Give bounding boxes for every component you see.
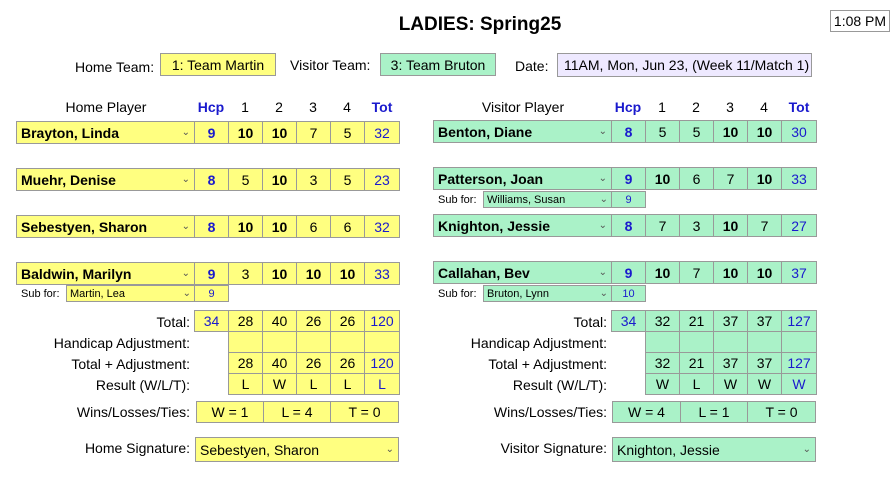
home-signature-value: Sebestyen, Sharon (200, 441, 320, 458)
visitor-player-4-score-1[interactable]: 10 (645, 261, 680, 284)
visitor-hcp-header: Hcp (614, 99, 642, 115)
home-result-3: L (296, 373, 331, 395)
visitor-player-2-score-1[interactable]: 10 (645, 167, 680, 190)
visitor-player-1-score-2[interactable]: 5 (679, 120, 714, 143)
visitor-adj-1[interactable] (645, 331, 680, 353)
visitor-total-label: Total: (573, 314, 607, 330)
home-round-2-header: 2 (275, 99, 283, 115)
home-round-1-header: 1 (241, 99, 249, 115)
chevron-down-icon: ⌄ (598, 173, 607, 184)
home-player-2-dropdown[interactable] (16, 168, 195, 191)
visitor-adj-total-3: 37 (713, 352, 748, 374)
home-player-1-score-3[interactable]: 7 (296, 121, 331, 144)
home-player-2-score-4[interactable]: 5 (330, 168, 365, 191)
visitor-round-1-header: 1 (658, 99, 666, 115)
home-adj-2[interactable] (262, 331, 297, 353)
home-player-2-name: Muehr, Denise (21, 171, 116, 188)
home-player-3-score-1[interactable]: 10 (228, 215, 263, 238)
visitor-player-header: Visitor Player (481, 99, 565, 115)
home-adj-1[interactable] (228, 331, 263, 353)
date-field[interactable]: 11AM, Mon, Jun 23, (Week 11/Match 1) (557, 53, 812, 77)
home-player-2-hcp[interactable]: 8 (194, 168, 229, 191)
visitor-player-1-tot: 30 (781, 120, 817, 143)
home-player-3-score-4[interactable]: 6 (330, 215, 365, 238)
visitor-player-1-score-3[interactable]: 10 (713, 120, 748, 143)
home-signature-label: Home Signature: (84, 440, 190, 456)
home-wins: W = 1 (196, 401, 264, 423)
visitor-player-4-hcp[interactable]: 9 (611, 261, 646, 284)
home-ties: T = 0 (330, 401, 399, 423)
visitor-player-1-dropdown[interactable] (433, 120, 612, 143)
home-player-header: Home Player (65, 99, 147, 115)
home-total-hcp: 34 (194, 310, 229, 332)
home-total-3: 26 (296, 310, 331, 332)
visitor-total-tot: 127 (781, 310, 817, 332)
visitor-player-3-score-2[interactable]: 3 (679, 214, 714, 237)
visitor-round-2-header: 2 (692, 99, 700, 115)
visitor-result-4: W (747, 373, 782, 395)
home-adj-total-label: Total + Adjustment: (71, 356, 190, 372)
visitor-sub-1-name: Williams, Susan (487, 193, 566, 206)
visitor-player-2-hcp[interactable]: 9 (611, 167, 646, 190)
home-result-label: Result (W/L/T): (95, 377, 190, 393)
visitor-player-3-dropdown[interactable] (433, 214, 612, 237)
home-player-1-tot: 32 (364, 121, 400, 144)
visitor-losses: L = 1 (680, 401, 748, 423)
visitor-player-4-dropdown[interactable] (433, 261, 612, 284)
chevron-down-icon: ⌄ (181, 127, 190, 138)
home-team-label: Home Team: (75, 59, 155, 75)
visitor-team-field[interactable]: 3: Team Bruton (380, 53, 496, 76)
home-player-4-name: Baldwin, Marilyn (21, 265, 132, 282)
chevron-down-icon: ⌄ (802, 444, 811, 455)
home-player-3-hcp[interactable]: 8 (194, 215, 229, 238)
visitor-player-3-hcp[interactable]: 8 (611, 214, 646, 237)
home-player-2-tot: 23 (364, 168, 400, 191)
visitor-sub-2-name: Bruton, Lynn (487, 287, 549, 300)
date-label: Date: (515, 58, 549, 74)
visitor-adj-4[interactable] (747, 331, 782, 353)
home-adj-total-tot: 120 (364, 352, 400, 374)
home-adj-total-2: 40 (262, 352, 297, 374)
visitor-adj-total-4: 37 (747, 352, 782, 374)
home-tot-header: Tot (371, 99, 393, 115)
home-total-1: 28 (228, 310, 263, 332)
home-player-1-hcp[interactable]: 9 (194, 121, 229, 144)
visitor-adj-total-label: Total + Adjustment: (488, 356, 607, 372)
home-player-4-score-3[interactable]: 10 (296, 262, 331, 285)
visitor-result-2: L (679, 373, 714, 395)
home-player-1-score-1[interactable]: 10 (228, 121, 263, 144)
visitor-sub-2-dropdown[interactable] (483, 285, 612, 302)
home-adj-total-4: 26 (330, 352, 365, 374)
visitor-player-2-name: Patterson, Joan (438, 170, 544, 187)
visitor-sub-2-label: Sub for: (438, 288, 477, 300)
visitor-sub-1-hcp[interactable]: 9 (611, 191, 646, 208)
home-total-tot: 120 (364, 310, 400, 332)
visitor-result-label: Result (W/L/T): (512, 377, 607, 393)
visitor-wins: W = 4 (612, 401, 681, 423)
chevron-down-icon: ⌄ (182, 288, 191, 299)
home-result-4: L (330, 373, 365, 395)
visitor-player-2-score-4[interactable]: 10 (747, 167, 782, 190)
visitor-total-1: 32 (645, 310, 680, 332)
home-sub-hcp[interactable]: 9 (194, 285, 229, 302)
chevron-down-icon: ⌄ (181, 268, 190, 279)
home-round-4-header: 4 (343, 99, 351, 115)
visitor-total-4: 37 (747, 310, 782, 332)
home-result-tot: L (364, 373, 400, 395)
visitor-player-3-tot: 27 (781, 214, 817, 237)
visitor-adj-tot (781, 331, 817, 353)
visitor-total-hcp: 34 (611, 310, 646, 332)
visitor-result-3: W (713, 373, 748, 395)
visitor-player-4-score-4[interactable]: 10 (747, 261, 782, 284)
visitor-result-1: W (645, 373, 680, 395)
home-player-1-score-2[interactable]: 10 (262, 121, 297, 144)
visitor-player-2-tot: 33 (781, 167, 817, 190)
visitor-player-2-score-2[interactable]: 6 (679, 167, 714, 190)
home-result-1: L (228, 373, 263, 395)
visitor-player-3-score-3[interactable]: 10 (713, 214, 748, 237)
chevron-down-icon: ⌄ (598, 220, 607, 231)
home-player-2-score-2[interactable]: 10 (262, 168, 297, 191)
visitor-player-1-name: Benton, Diane (438, 123, 533, 140)
home-adj-4[interactable] (330, 331, 365, 353)
home-sub-name: Martin, Lea (70, 287, 126, 300)
visitor-total-2: 21 (679, 310, 714, 332)
home-wlt-label: Wins/Losses/Ties: (76, 404, 190, 420)
visitor-player-3-score-1[interactable]: 7 (645, 214, 680, 237)
home-adj-label: Handicap Adjustment: (53, 335, 190, 351)
visitor-player-1-score-1[interactable]: 5 (645, 120, 680, 143)
visitor-player-4-name: Callahan, Bev (438, 264, 530, 281)
home-result-2: W (262, 373, 297, 395)
home-total-label: Total: (156, 314, 190, 330)
home-total-4: 26 (330, 310, 365, 332)
visitor-player-1-hcp[interactable]: 8 (611, 120, 646, 143)
visitor-player-4-score-2[interactable]: 7 (679, 261, 714, 284)
home-player-3-score-2[interactable]: 10 (262, 215, 297, 238)
home-total-2: 40 (262, 310, 297, 332)
chevron-down-icon: ⌄ (598, 126, 607, 137)
visitor-tot-header: Tot (788, 99, 810, 115)
visitor-player-2-score-3[interactable]: 7 (713, 167, 748, 190)
chevron-down-icon: ⌄ (385, 444, 394, 455)
home-player-1-score-4[interactable]: 5 (330, 121, 365, 144)
home-adj-total-3: 26 (296, 352, 331, 374)
visitor-adj-label: Handicap Adjustment: (470, 335, 607, 351)
visitor-player-3-name: Knighton, Jessie (438, 217, 551, 234)
home-player-2-score-1[interactable]: 5 (228, 168, 263, 191)
home-player-4-score-1[interactable]: 3 (228, 262, 263, 285)
visitor-sub-2-hcp[interactable]: 10 (611, 285, 646, 302)
visitor-sub-1-label: Sub for: (438, 194, 477, 206)
visitor-signature-value: Knighton, Jessie (617, 441, 720, 458)
home-adj-tot (364, 331, 400, 353)
visitor-wlt-label: Wins/Losses/Ties: (493, 404, 607, 420)
home-player-3-tot: 32 (364, 215, 400, 238)
chevron-down-icon: ⌄ (599, 288, 608, 299)
home-player-2-score-3[interactable]: 3 (296, 168, 331, 191)
chevron-down-icon: ⌄ (181, 221, 190, 232)
visitor-total-3: 37 (713, 310, 748, 332)
home-sub-dropdown[interactable] (66, 285, 195, 302)
page-title: LADIES: Spring25 (398, 14, 562, 35)
visitor-round-3-header: 3 (726, 99, 734, 115)
visitor-adj-total-1: 32 (645, 352, 680, 374)
home-player-1-dropdown[interactable] (16, 121, 195, 144)
home-round-3-header: 3 (309, 99, 317, 115)
visitor-adj-total-2: 21 (679, 352, 714, 374)
visitor-player-4-score-3[interactable]: 10 (713, 261, 748, 284)
chevron-down-icon: ⌄ (598, 267, 607, 278)
home-team-field[interactable]: 1: Team Martin (160, 53, 276, 76)
chevron-down-icon: ⌄ (599, 194, 608, 205)
home-player-1-name: Brayton, Linda (21, 124, 120, 141)
visitor-signature-label: Visitor Signature: (500, 440, 607, 456)
home-player-4-tot: 33 (364, 262, 400, 285)
home-hcp-header: Hcp (197, 99, 225, 115)
visitor-player-3-score-4[interactable]: 7 (747, 214, 782, 237)
home-player-4-score-4[interactable]: 10 (330, 262, 365, 285)
visitor-sub-1-dropdown[interactable] (483, 191, 612, 208)
visitor-player-1-score-4[interactable]: 10 (747, 120, 782, 143)
clock: 1:08 PM (830, 10, 890, 32)
home-player-3-dropdown[interactable] (16, 215, 195, 238)
home-player-4-score-2[interactable]: 10 (262, 262, 297, 285)
visitor-team-label: Visitor Team: (290, 57, 371, 73)
home-player-4-hcp[interactable]: 9 (194, 262, 229, 285)
visitor-adj-3[interactable] (713, 331, 748, 353)
home-sub-label: Sub for: (21, 288, 60, 300)
home-adj-3[interactable] (296, 331, 331, 353)
visitor-result-tot: W (781, 373, 817, 395)
home-player-3-name: Sebestyen, Sharon (21, 218, 148, 235)
visitor-adj-2[interactable] (679, 331, 714, 353)
visitor-ties: T = 0 (747, 401, 816, 423)
visitor-round-4-header: 4 (760, 99, 768, 115)
home-player-4-dropdown[interactable] (16, 262, 195, 285)
home-losses: L = 4 (263, 401, 331, 423)
home-signature-dropdown[interactable] (195, 437, 399, 462)
visitor-adj-total-tot: 127 (781, 352, 817, 374)
chevron-down-icon: ⌄ (181, 174, 190, 185)
home-adj-total-1: 28 (228, 352, 263, 374)
visitor-signature-dropdown[interactable] (612, 437, 816, 462)
home-player-3-score-3[interactable]: 6 (296, 215, 331, 238)
visitor-player-2-dropdown[interactable] (433, 167, 612, 190)
visitor-player-4-tot: 37 (781, 261, 817, 284)
